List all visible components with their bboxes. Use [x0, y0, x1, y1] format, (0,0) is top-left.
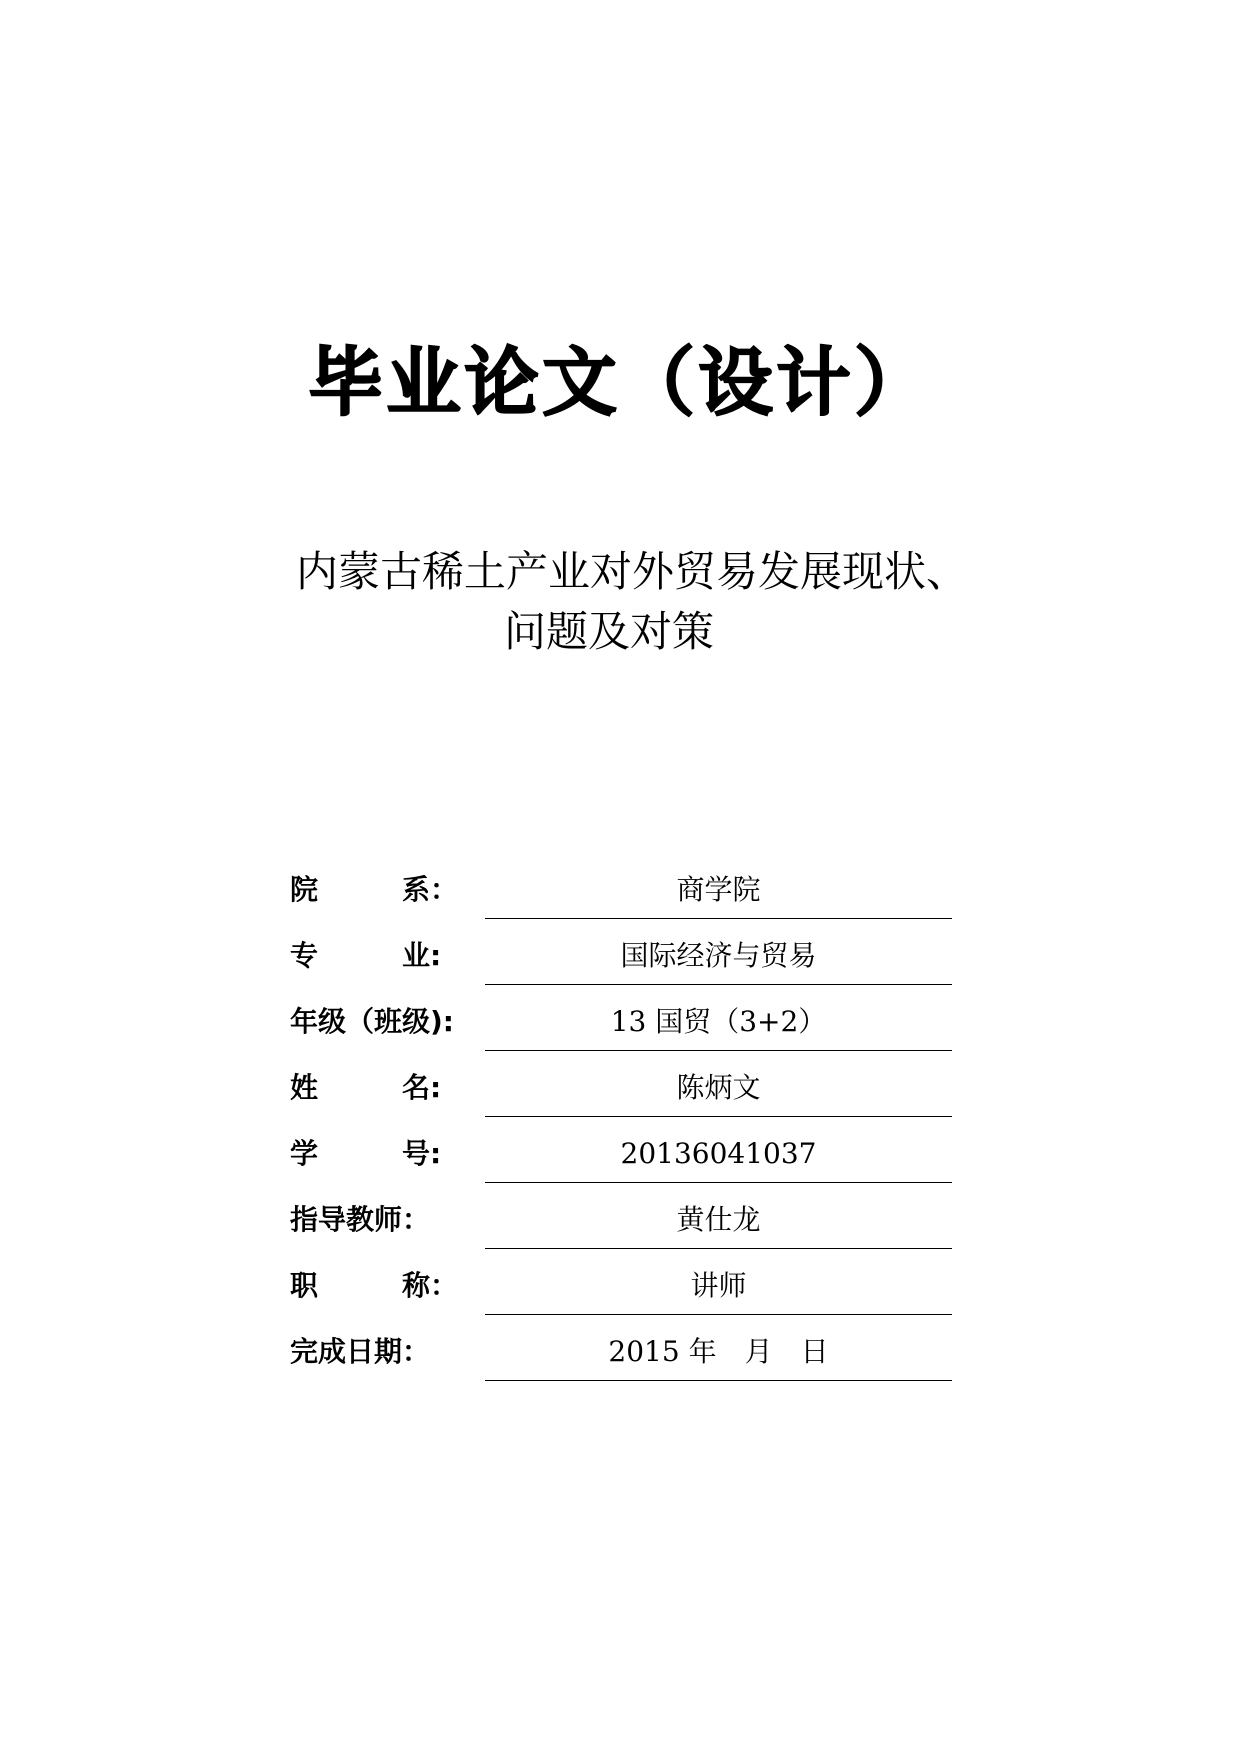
major-label: 专 业: — [290, 939, 442, 972]
document-title: 毕业论文（设计） — [308, 340, 933, 426]
advisor-label: 指导教师： — [290, 1203, 431, 1236]
professional-title-label: 职 称： — [290, 1269, 459, 1302]
info-row-grade — [290, 994, 952, 1059]
info-row-student-id — [290, 1126, 952, 1191]
info-row-department — [290, 862, 952, 927]
student-id-value: 20136041037 — [485, 1126, 952, 1183]
advisor-value: 黄仕龙 — [485, 1192, 952, 1249]
student-id-label: 学 号: — [290, 1137, 442, 1170]
major-value: 国际经济与贸易 — [485, 928, 952, 985]
department-value: 商学院 — [485, 862, 952, 919]
grade-value: 13 国贸（3+2） — [485, 994, 952, 1051]
info-row-advisor — [290, 1192, 952, 1257]
completion-date-label: 完成日期： — [290, 1335, 431, 1368]
info-row-completion-date — [290, 1324, 952, 1389]
info-row-title — [290, 1258, 952, 1323]
name-label: 姓 名: — [290, 1071, 442, 1104]
department-label: 院 系： — [290, 873, 459, 906]
thesis-title-line-1: 内蒙古稀土产业对外贸易发展现状、 — [296, 547, 969, 596]
grade-label: 年级（班级): — [290, 1005, 454, 1038]
name-value: 陈炳文 — [485, 1060, 952, 1117]
professional-title-value: 讲师 — [485, 1258, 952, 1315]
thesis-title-line-2: 问题及对策 — [504, 607, 715, 656]
info-row-major — [290, 928, 952, 993]
completion-date-value: 2015 年 月 日 — [485, 1324, 952, 1381]
info-row-name — [290, 1060, 952, 1125]
